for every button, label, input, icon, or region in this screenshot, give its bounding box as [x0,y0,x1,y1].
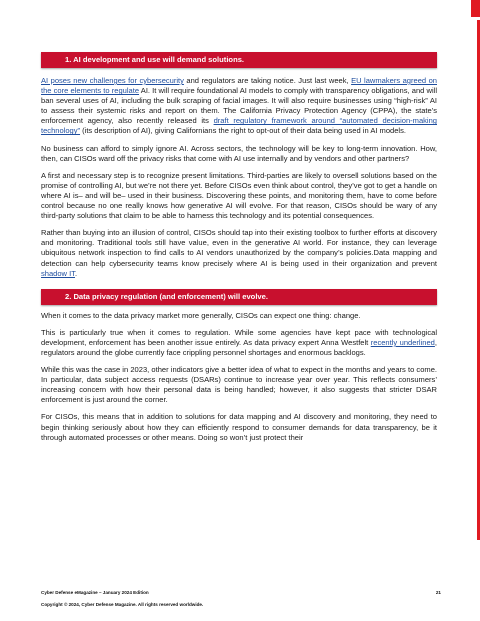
page-footer [41,590,441,607]
paragraph [41,328,437,358]
text-run: (its description of AI), giving Californians the right to opt-out of their data being used in AI models. [80,126,406,136]
paragraph [41,76,437,137]
text-run: and regulators are taking notice. Just last week, [183,76,352,85]
link-recently-underlined[interactable]: recently underlined [370,337,435,347]
paragraph: When it comes to the data privacy market more generally, CISOs can expect one thing: change. [41,310,361,320]
paragraph: While this was the case in 2023, other indicators give a better idea of what to expect in the months and years to come. In particular, data subject access requests (DSARs) continue to increase year over year. This reflects consumers’ increasing concern with how their personal data is being handled; however, it also suggests that stricter DSAR enforcement is just around the corner. [41,365,437,405]
text-run: AI. It will require foundational AI models to comply with transparency obligations, and will ban several uses of AI, including the bulk scraping of facial images. It will also require businesses using “high-risk” AI to assess their systemic risks and report on them. The California Privacy Protection Agency (CPPA), the state’s enforcement agency, also recently released its [41,86,437,126]
link-eu-lawmakers[interactable]: EU lawmakers agreed on the core elements to regulate [41,76,437,96]
section-header-privacy-regulation: 2. Data privacy regulation (and enforcement) will evolve. [41,289,437,305]
paragraph [41,228,437,278]
paragraph: A first and necessary step is to recognize present limitations. Third-parties are likely to oversell solutions based on the promise of controlling AI, but we’re not there yet. Before CISOs even think about control, they’ve got to get a handle on where AI is– and will be– used in their business. Discovering these points, and monitoring them, have to come before control because no one really knows how generative AI will evolve. For that reason, CISOs should be wary of any third-party solutions that claim to be able to harness this technology and its potential consequences. [41,170,437,221]
text-run: This is particularly true when it comes to regulation. While some agencies have kept pace with technological development, enforcement has been another issue entirely. As data privacy expert Anna Westfelt [41,327,437,347]
footer-copyright: Copyright © 2024, Cyber Defense Magazine. All rights reserved worldwide. [41,602,204,607]
paragraph: For CISOs, this means that in addition to solutions for data mapping and AI discovery and monitoring, they need to begin thinking seriously about how they can efficiently respond to consumer demands for data transparency, be it through automated processes or other means. Doing so won’t just protect their [41,412,437,442]
link-ai-challenges[interactable]: AI poses new challenges for cybersecurity [41,76,184,85]
corner-tab-decoration [471,0,480,17]
text-run: , regulators around the globe currently face crippling personnel shortages and enormous backlogs. [41,337,437,357]
section-header-ai-development: 1. AI development and use will demand solutions. [41,52,437,68]
link-draft-framework[interactable]: draft regulatory framework around “automated decision-making technology” [41,116,437,136]
link-shadow-it[interactable]: shadow IT [41,268,75,278]
text-run: . [74,268,78,278]
page-number: 21 [435,590,441,595]
footer-edition: Cyber Defense eMagazine – January 2024 Edition [41,590,149,595]
text-run: Rather than buying into an illusion of control, CISOs should tap into their existing toolbox to further efforts at discovery and monitoring. Traditional tools still have value, even in the generative AI world. For instance, they can leverage ubiquitous network inspection to find calls to AI vendors unauthorized by the company’s policies.Data mapping and detection can help cybersecurity teams know precisely where AI is being used in their organization and prevent [41,228,437,268]
article-body [41,52,437,450]
paragraph: No business can afford to simply ignore AI. Across sectors, the technology will be key to long-term innovation. How, then, can CISOs ward off the privacy risks that come with AI use internally and by vendors and other partners? [41,143,437,163]
